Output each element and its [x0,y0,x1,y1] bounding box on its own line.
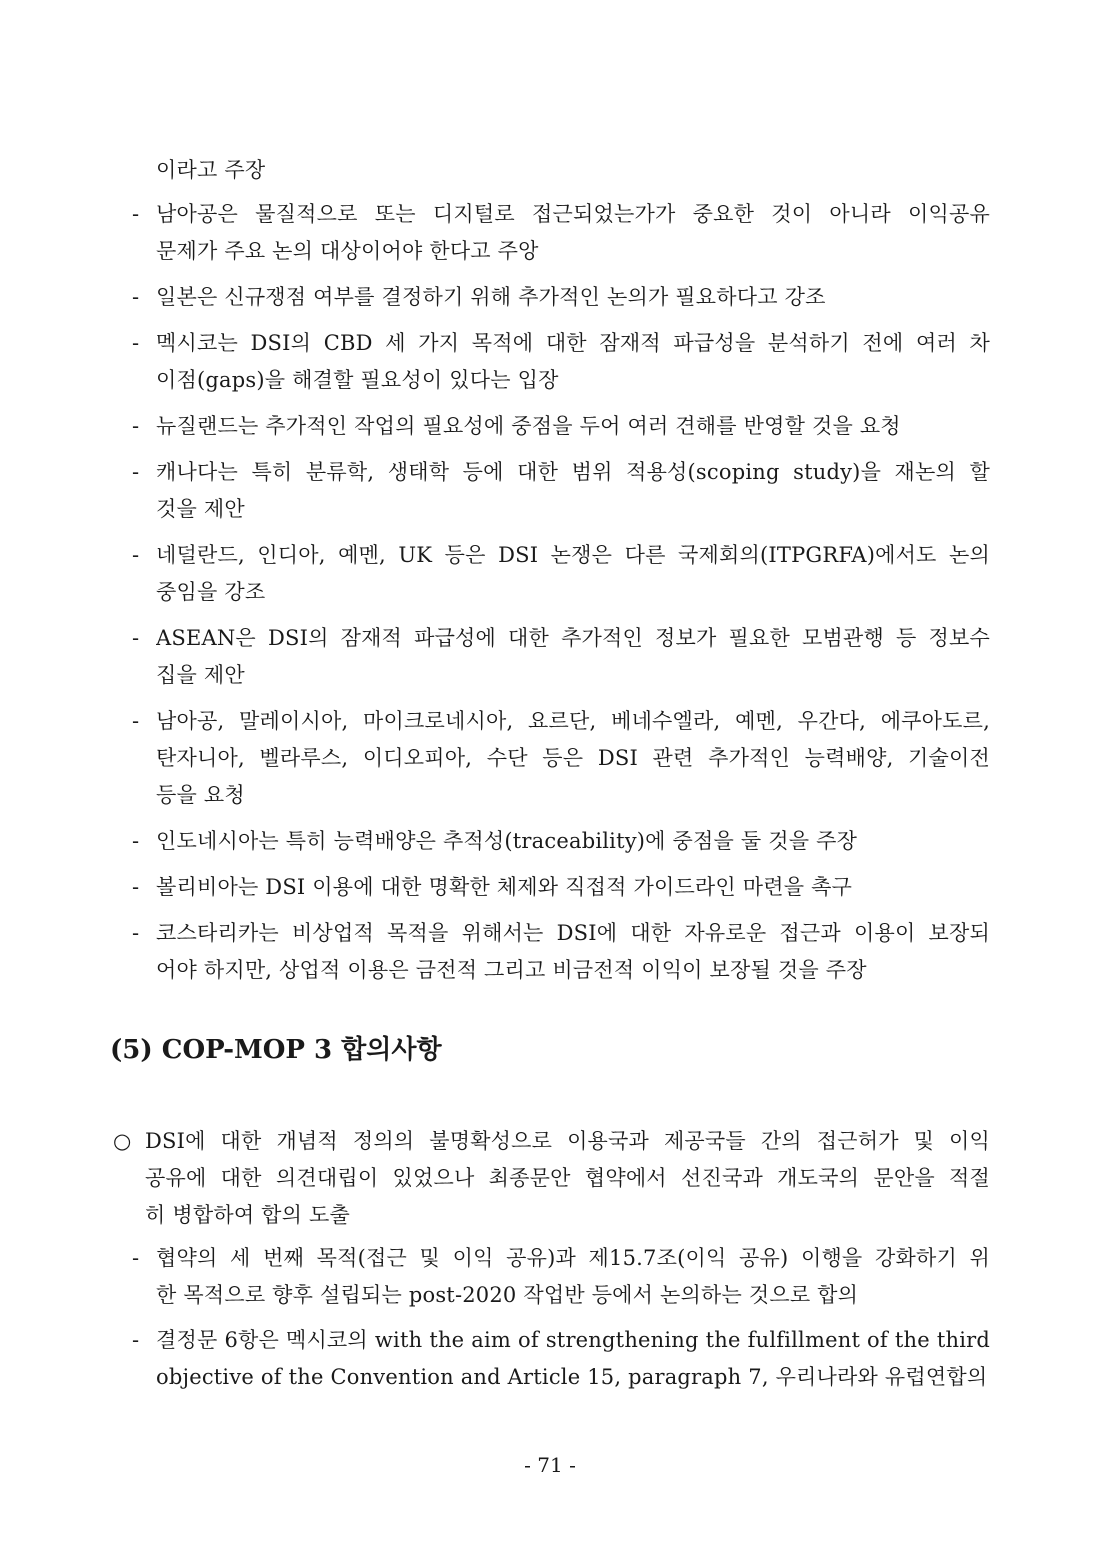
list-item [0,454,1100,528]
line-text: 히 병합하여 합의 도출 [145,1203,350,1227]
section-heading: (5) COP-MOP 3 합의사항 [110,1035,442,1065]
line-text: ASEAN은 DSI의 잠재적 파급성에 대한 추가적인 정보가 필요한 모범관행 등 정보수 [156,626,990,650]
text-line [0,537,1100,574]
text-line [0,279,1100,316]
bullet-marker: - [132,1328,140,1352]
bullet-marker: - [132,543,140,567]
text-line [0,952,1100,989]
line-text: 뉴질랜드는 추가적인 작업의 필요성에 중점을 두어 여러 견해를 반영할 것을 요청 [156,414,901,438]
text-line [0,740,1100,777]
text-line [0,1160,1100,1197]
line-text: 중임을 강조 [156,580,266,604]
line-text: 탄자니아, 벨라루스, 이디오피아, 수단 등은 DSI 관련 추가적인 능력배양, 기술이전 [156,746,990,770]
list-item [0,703,1100,814]
list-item [0,196,1100,270]
text-line [0,1123,1100,1160]
line-text: 등을 요청 [156,783,245,807]
bullet-marker: - [132,875,140,899]
line-text: 남아공, 말레이시아, 마이크로네시아, 요르단, 베네수엘라, 예멘, 우간다, 에쿠아도르, [156,709,990,733]
list-item [0,325,1100,399]
line-text: 이점(gaps)을 해결할 필요성이 있다는 입장 [156,368,559,392]
line-text: 집을 제안 [156,663,245,687]
text-line [0,325,1100,362]
bullet-marker: - [132,626,140,650]
list-item [0,408,1100,445]
line-text: 캐나다는 특히 분류학, 생태학 등에 대한 범위 적용성(scoping study)을 재논의 할 [156,460,990,484]
line-text: DSI에 대한 개념적 정의의 불명확성으로 이용국과 제공국들 간의 접근허가 및 이익 [145,1129,990,1153]
text-line [0,362,1100,399]
line-text: 결정문 6항은 멕시코의 with the aim of strengthening the fulfillment of the third [156,1328,990,1352]
line-text: 공유에 대한 의견대립이 있었으나 최종문안 협약에서 선진국과 개도국의 문안을 적절 [145,1166,990,1190]
text-line [0,1359,1100,1396]
line-text: 남아공은 물질적으로 또는 디지털로 접근되었는가가 중요한 것이 아니라 이익공유 [156,202,990,226]
text-line [0,620,1100,657]
bullet-marker: - [132,285,140,309]
text-line [0,657,1100,694]
list-item [0,279,1100,316]
bullet-marker: - [132,829,140,853]
continuation-paragraph [0,152,1100,189]
text-line [0,574,1100,611]
list-item [0,537,1100,611]
bullet-marker: - [132,709,140,733]
line-text: 문제가 주요 논의 대상이어야 한다고 주앙 [156,239,539,263]
text-line [0,915,1100,952]
text-line [0,152,1100,189]
page-number: - 71 - [524,1453,576,1477]
circle-marker: ○ [113,1129,132,1153]
line-text: 일본은 신규쟁점 여부를 결정하기 위해 추가적인 논의가 필요하다고 강조 [156,285,826,309]
text-line [0,869,1100,906]
bullet-marker: - [132,921,140,945]
line-text: 네덜란드, 인디아, 예멘, UK 등은 DSI 논쟁은 다른 국제회의(ITPGRFA)에서도 논의 [156,543,990,567]
text-line [0,1240,1100,1277]
list-item [0,915,1100,989]
line-text: 한 목적으로 향후 설립되는 post-2020 작업반 등에서 논의하는 것으로 합의 [156,1283,859,1307]
bullet-marker: - [132,331,140,355]
line-text: 어야 하지만, 상업적 이용은 금전적 그리고 비금전적 이익이 보장될 것을 주장 [156,958,867,982]
text-line [0,703,1100,740]
text-line [0,408,1100,445]
bullet-marker: - [132,202,140,226]
text-line [0,233,1100,270]
text-line [0,454,1100,491]
line-text: 협약의 세 번째 목적(접근 및 이익 공유)과 제15.7조(이익 공유) 이행을 강화하기 위 [156,1246,990,1270]
list-item [0,1322,1100,1396]
text-line [0,1197,1100,1234]
text-line [0,196,1100,233]
text-line [0,1322,1100,1359]
text-line [0,777,1100,814]
text-line [0,823,1100,860]
list-item [0,620,1100,694]
continuation-text: 이라고 주장 [156,158,266,182]
circle-item [0,1123,1100,1234]
line-text: 볼리비아는 DSI 이용에 대한 명확한 체제와 직접적 가이드라인 마련을 촉구 [156,875,853,899]
line-text: 것을 제안 [156,497,245,521]
line-text: 인도네시아는 특히 능력배양은 추적성(traceability)에 중점을 둘 것을 주장 [156,829,858,853]
list-item [0,1240,1100,1314]
text-line [0,491,1100,528]
line-text: 코스타리카는 비상업적 목적을 위해서는 DSI에 대한 자유로운 접근과 이용이 보장되 [156,921,990,945]
bullet-marker: - [132,460,140,484]
line-text: 멕시코는 DSI의 CBD 세 가지 목적에 대한 잠재적 파급성을 분석하기 전에 여러 차 [156,331,990,355]
bullet-marker: - [132,1246,140,1270]
list-item [0,869,1100,906]
line-text: objective of the Convention and Article 15, paragraph 7, 우리나라와 유럽연합의 [156,1365,988,1389]
list-item [0,823,1100,860]
text-line [0,1277,1100,1314]
bullet-marker: - [132,414,140,438]
